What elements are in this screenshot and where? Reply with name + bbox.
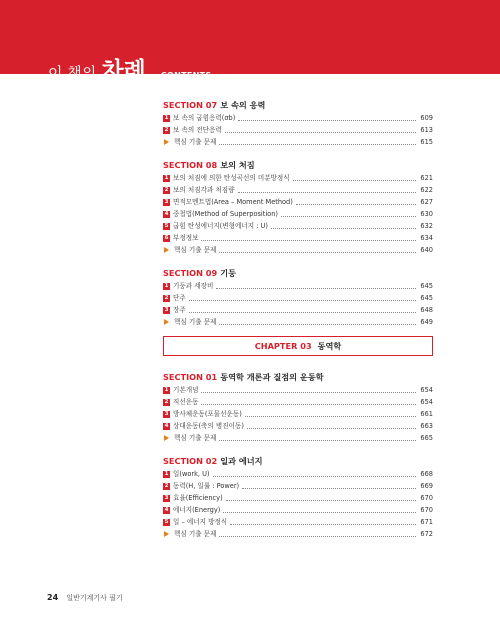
toc-entry-label: 핵심 기출 문제 (174, 318, 217, 326)
dot-leader (296, 204, 416, 205)
toc-review-entry[interactable] (163, 432, 433, 444)
item-number-badge: 6 (164, 235, 169, 241)
dot-leader (219, 440, 416, 441)
toc-entry[interactable] (163, 408, 433, 420)
toc-entry[interactable] (163, 172, 433, 184)
section-heading (163, 98, 433, 112)
triangle-bullet-icon (164, 435, 169, 441)
toc-entry-page: 671 (420, 518, 433, 526)
dot-leader (225, 132, 416, 133)
toc-entry-page: 634 (420, 234, 433, 242)
toc-entry-label: 보의 처짐에 의한 탄성곡선의 미분방정식 (173, 174, 290, 182)
section-spacer (163, 256, 433, 266)
toc-content (163, 98, 433, 540)
toc-entry-label: 효율(Efficiency) (173, 494, 223, 502)
toc-entry[interactable] (163, 124, 433, 136)
toc-entry-page: 615 (420, 138, 433, 146)
toc-entry[interactable] (163, 292, 433, 304)
toc-entry-label: 단주 (173, 294, 186, 302)
toc-entry-label: 핵심 기출 문제 (174, 246, 217, 254)
toc-entry-label: 굽힘 탄성에너지(변형에너지 : U) (173, 222, 268, 230)
dot-leader (189, 300, 416, 301)
section-title: 보 속의 응력 (220, 100, 266, 110)
section-heading (163, 266, 433, 280)
dot-leader (242, 488, 416, 489)
item-number-badge: 1 (164, 115, 169, 121)
toc-entry-page: 654 (420, 386, 433, 394)
dot-leader (245, 416, 416, 417)
toc-entry[interactable] (163, 220, 433, 232)
dot-leader (281, 216, 416, 217)
toc-entry-page: 665 (420, 434, 433, 442)
dot-leader (201, 404, 416, 405)
toc-entry-label: 장주 (173, 306, 186, 314)
section-heading (163, 454, 433, 468)
toc-entry[interactable] (163, 112, 433, 124)
toc-entry-page: 663 (420, 422, 433, 430)
toc-entry-label: 보 속의 굽힘응력(σb) (173, 114, 236, 122)
item-number-badge: 3 (164, 411, 169, 417)
item-number-badge: 1 (164, 175, 169, 181)
toc-entry-page: 669 (420, 482, 433, 490)
dot-leader (293, 180, 416, 181)
toc-entry-page: 632 (420, 222, 433, 230)
chapter-tag: CHAPTER 03 (254, 341, 312, 351)
item-number-badge: 5 (164, 519, 169, 525)
chapter-title: 동역학 (317, 341, 342, 351)
dot-leader (216, 288, 416, 289)
toc-entry-label: 부정정보 (173, 234, 199, 242)
toc-entry-label: 보의 처짐각과 처짐량 (173, 186, 235, 194)
toc-group-chapter-02 (163, 98, 433, 328)
section-tag: SECTION 08 (163, 160, 218, 170)
toc-review-entry[interactable] (163, 136, 433, 148)
toc-entry[interactable] (163, 184, 433, 196)
section-tag: SECTION 01 (163, 372, 218, 382)
section-tag: SECTION 02 (163, 456, 218, 466)
toc-entry[interactable] (163, 232, 433, 244)
item-number-badge: 4 (164, 507, 169, 513)
toc-entry-label: 중첩법(Method of Superposition) (173, 210, 278, 218)
toc-entry[interactable] (163, 420, 433, 432)
toc-entry-page: 640 (420, 246, 433, 254)
toc-entry-label: 면적모멘트법(Area – Moment Method) (173, 198, 293, 206)
toc-title-main: 차례 (101, 58, 146, 84)
toc-entry-page: 649 (420, 318, 433, 326)
toc-entry[interactable] (163, 384, 433, 396)
item-number-badge: 3 (164, 495, 169, 501)
toc-entry-label: 핵심 기출 문제 (174, 434, 217, 442)
triangle-bullet-icon (164, 531, 169, 537)
toc-entry-page: 668 (420, 470, 433, 478)
triangle-bullet-icon (164, 139, 169, 145)
section-spacer (163, 148, 433, 158)
item-number-badge: 3 (164, 199, 169, 205)
dot-leader (219, 252, 416, 253)
dot-leader (223, 512, 416, 513)
toc-entry-label: 핵심 기출 문제 (174, 530, 217, 538)
dot-leader (219, 536, 416, 537)
toc-entry-label: 일 – 에너지 방정식 (173, 518, 228, 526)
section-title: 일과 에너지 (220, 456, 263, 466)
dot-leader (201, 392, 416, 393)
toc-entry-page: 670 (420, 506, 433, 514)
item-number-badge: 1 (164, 387, 169, 393)
section-title: 보의 처짐 (220, 160, 255, 170)
item-number-badge: 2 (164, 483, 169, 489)
toc-entry-label: 핵심 기출 문제 (174, 138, 217, 146)
dot-leader (226, 500, 416, 501)
toc-entry-page: 621 (420, 174, 433, 182)
page-footer (47, 593, 123, 603)
toc-entry-label: 직선운동 (173, 398, 199, 406)
toc-entry[interactable] (163, 516, 433, 528)
toc-entry-page: 670 (420, 494, 433, 502)
chapter-heading (163, 336, 433, 356)
toc-entry-page: 645 (420, 282, 433, 290)
toc-title (48, 52, 211, 85)
toc-entry[interactable] (163, 304, 433, 316)
toc-group-chapter-03 (163, 370, 433, 540)
item-number-badge: 2 (164, 399, 169, 405)
dot-leader (230, 524, 416, 525)
toc-entry-page: 613 (420, 126, 433, 134)
item-number-badge: 4 (164, 211, 169, 217)
triangle-bullet-icon (164, 319, 169, 325)
dot-leader (219, 324, 416, 325)
item-number-badge: 5 (164, 223, 169, 229)
dot-leader (189, 312, 416, 313)
dot-leader (219, 144, 416, 145)
item-number-badge: 3 (164, 307, 169, 313)
section-title: 동역학 개론과 질점의 운동학 (220, 372, 324, 382)
toc-entry-page: 609 (420, 114, 433, 122)
toc-entry-page: 622 (420, 186, 433, 194)
toc-entry[interactable] (163, 208, 433, 220)
toc-review-entry[interactable] (163, 316, 433, 328)
item-number-badge: 2 (164, 127, 169, 133)
toc-entry-page: 627 (420, 198, 433, 206)
toc-entry-page: 630 (420, 210, 433, 218)
toc-entry-label: 동력(H, 일률 : Power) (173, 482, 240, 490)
toc-entry-label: 보 속의 전단응력 (173, 126, 222, 134)
toc-entry-label: 기본개념 (173, 386, 199, 394)
toc-entry-label: 에너지(Energy) (173, 506, 221, 514)
dot-leader (201, 240, 416, 241)
toc-title-prefix: 이 책의 (48, 64, 97, 82)
dot-leader (271, 228, 416, 229)
item-number-badge: 4 (164, 423, 169, 429)
toc-entry-page: 645 (420, 294, 433, 302)
footer-book-title: 일반기계기사 필기 (66, 594, 123, 602)
toc-entry-page: 661 (420, 410, 433, 418)
section-heading (163, 158, 433, 172)
section-tag: SECTION 09 (163, 268, 218, 278)
toc-entry[interactable] (163, 480, 433, 492)
toc-entry-page: 654 (420, 398, 433, 406)
section-title: 기둥 (220, 268, 237, 278)
section-heading (163, 370, 433, 384)
section-spacer (163, 444, 433, 454)
triangle-bullet-icon (164, 247, 169, 253)
toc-review-entry[interactable] (163, 528, 433, 540)
toc-entry-label: 방사체운동(포물선운동) (173, 410, 242, 418)
toc-entry[interactable] (163, 504, 433, 516)
toc-entry[interactable] (163, 196, 433, 208)
toc-title-subtitle: CONTENTS (160, 71, 212, 80)
toc-entry-page: 648 (420, 306, 433, 314)
toc-entry[interactable] (163, 396, 433, 408)
dot-leader (213, 476, 417, 477)
toc-entry-label: 기둥과 세장비 (173, 282, 214, 290)
item-number-badge: 2 (164, 187, 169, 193)
toc-entry[interactable] (163, 468, 433, 480)
toc-entry[interactable] (163, 492, 433, 504)
toc-entry-label: 일(work, U) (173, 470, 210, 478)
item-number-badge: 1 (164, 283, 169, 289)
toc-entry[interactable] (163, 280, 433, 292)
toc-review-entry[interactable] (163, 244, 433, 256)
item-number-badge: 2 (164, 295, 169, 301)
toc-entry-page: 672 (420, 530, 433, 538)
toc-entry-label: 상대운동(축의 병진이동) (173, 422, 244, 430)
section-tag: SECTION 07 (163, 100, 218, 110)
item-number-badge: 1 (164, 471, 169, 477)
dot-leader (247, 428, 416, 429)
dot-leader (238, 192, 416, 193)
dot-leader (238, 120, 416, 121)
footer-page-number: 24 (47, 593, 59, 602)
